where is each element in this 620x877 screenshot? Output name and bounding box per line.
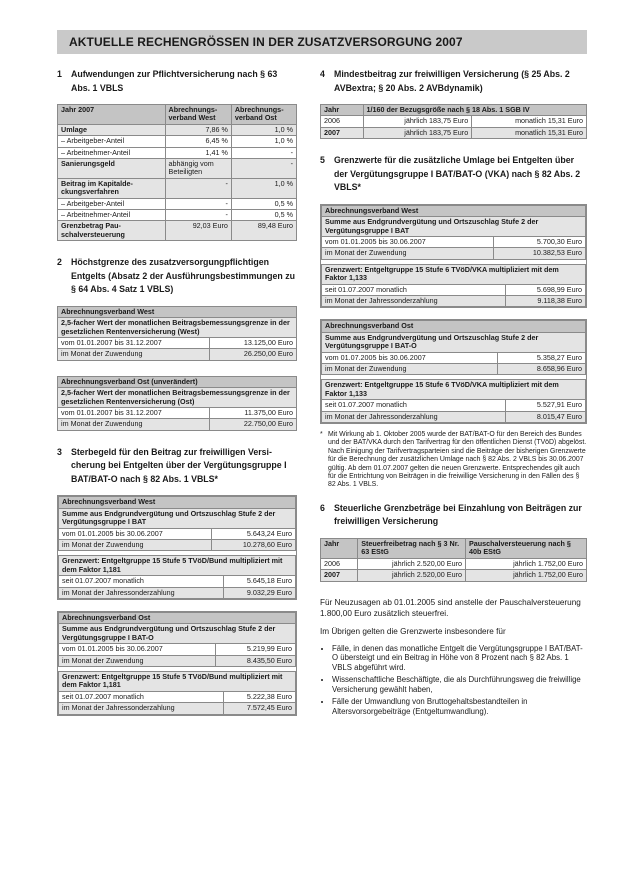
table-row: seit 01.07.2007 monatlich 5.645,18 Euro [59, 576, 296, 587]
paragraph-grenzwerte: Im Übrigen gelten die Grenzwerte insbesondere für [320, 626, 506, 636]
s5-ost-block: Abrechnungsverband Ost Summe aus Endgrundvergütung und Ortszuschlag Stufe 2 der Vergütungsgruppe I BAT-O vom 01.07.2005 bis 30.06.2007 5.358,27 Euro im Monat der Zuwendung 8.658,96 Euro Grenzwert: Entgeltgruppe 15 Stufe 6 TVöD/VKA multipliziert mit dem Faktor 1,133 seit 01.07.2007 monatlich 5.527,91 Euro im Monat der Jahressonderzahlung 8.015,47 Euro [320, 319, 587, 424]
paragraph-neuzusagen: Für Neuzusagen ab 01.01.2005 sind anstelle der Pauschalversteuerung 1.800,00 Euro zusätzlich steuerfrei. [320, 597, 581, 618]
list-item: • Fälle der Umwandlung von Bruttogehaltsbestandteilen in Altersvorsorgebeiträge (Entgeltumwandlung). [332, 697, 587, 716]
list-item: • Wissenschaftliche Beschäftigte, die als Durchführungsweg die freiwillige Versicherung gewählt haben, [332, 675, 587, 694]
left-column [57, 68, 297, 727]
table-row: Grenzbetrag Pauschalversteuerung 92,03 Euro 89,48 Euro [58, 221, 297, 241]
table-row: im Monat der Jahressonderzahlung 7.572,45 Euro [59, 703, 296, 714]
table-row: – Arbeitnehmer-Anteil - 0,5 % [58, 210, 297, 221]
section-5-heading: 5 Grenzwerte für die zusätzliche Umlage bei Entgelten über der Vergütungsgruppe I BAT/BAT-O (VKA) nach § 82 Abs. 2 VBLS* [320, 155, 581, 193]
table-row: vom 01.01.2005 bis 30.06.2007 5.219,99 Euro [59, 644, 296, 655]
section-1-heading: 1 Aufwendungen zur Pflichtversicherung nach § 63 Abs. 1 VBLS [57, 69, 278, 93]
table-row: seit 01.07.2007 monatlich 5.527,91 Euro [322, 400, 586, 411]
hoechstgrenze-ost-table: Abrechnungsverband Ost (unverändert) 2,5-facher Wert der monatlichen Beitragsbemessungsgrenze in der gesetzlichen Rentenversicherung (Ost) vom 01.01.2007 bis 31.12.2007 11.375,00 Euro im Monat der Zuwendung 22.750,00 Euro [57, 376, 297, 431]
section-6-heading: 6 Steuerliche Grenzbeträge bei Einzahlung von Beiträgen zur freiwilligen Versicherung [320, 502, 582, 527]
table-row: – Arbeitgeber-Anteil - 0,5 % [58, 198, 297, 209]
table-row: seit 01.07.2007 monatlich 5.698,99 Euro [322, 284, 586, 295]
section-2-heading: 2 Höchstgrenze des zusatzversorgungpflichtigen Entgelts (Absatz 2 der Ausführungsbestimmungen zu § 64 Abs. 4 Satz 1 VBLS) [57, 257, 296, 295]
list-item: • Fälle, in denen das monatliche Entgelt die Vergütungsgruppe I BAT/BAT-O übersteigt und ein Beitrag in Höhe von 8 Prozent nach § 82 Abs. 1 VBLS abgeführt wird. [332, 644, 587, 673]
table-row: – Arbeitgeber-Anteil 6,45 % 1,0 % [58, 136, 297, 147]
page-title: AKTUELLE RECHENGRÖSSEN IN DER ZUSATZVERSORGUNG 2007 [69, 35, 463, 49]
s3-ost-block: Abrechnungsverband Ost Summe aus Endgrundvergütung und Ortszuschlag Stufe 2 der Vergütungsgruppe I BAT-O vom 01.01.2005 bis 30.06.2007 5.219,99 Euro im Monat der Zuwendung 8.435,50 Euro Grenzwert: Entgeltgruppe 15 Stufe 5 TVöD/Bund multipliziert mit dem Faktor 1,181 seit 01.07.2007 monatlich 5.222,38 Euro im Monat der Jahressonderzahlung 7.572,45 Euro [57, 611, 297, 716]
table-row: Beitrag im Kapitaldeckungsverfahren - 1,0 % [58, 178, 297, 198]
table-row: – Arbeitnehmer-Anteil 1,41 % - [58, 147, 297, 158]
table-row: seit 01.07.2007 monatlich 5.222,38 Euro [59, 691, 296, 702]
s5-west-block: Abrechnungsverband West Summe aus Endgrundvergütung und Ortszuschlag Stufe 2 der Vergütungsgruppe I BAT vom 01.01.2005 bis 30.06.2007 5.700,30 Euro im Monat der Zuwendung 10.382,53 Euro Grenzwert: Entgeltgruppe 15 Stufe 6 TVöD/VKA multipliziert mit dem Faktor 1,133 seit 01.07.2007 monatlich 5.698,99 Euro im Monat der Jahressonderzahlung 9.118,38 Euro [320, 204, 587, 309]
table-row: im Monat der Zuwendung 10.382,53 Euro [322, 248, 586, 259]
table-row: im Monat der Zuwendung 8.435,50 Euro [59, 655, 296, 666]
table-row: vom 01.01.2007 bis 31.12.2007 13.125,00 Euro [58, 338, 297, 349]
grenzwerte-list [320, 644, 587, 717]
table-row: 2007 jährlich 2.520,00 Euro jährlich 1.752,00 Euro [321, 570, 587, 581]
s3-west-block: Abrechnungsverband West Summe aus Endgrundvergütung und Ortszuschlag Stufe 2 der Vergütungsgruppe I BAT vom 01.01.2005 bis 30.06.2007 5.643,24 Euro im Monat der Zuwendung 10.278,60 Euro Grenzwert: Entgeltgruppe 15 Stufe 5 TVöD/Bund multipliziert mit dem Faktor 1,181 seit 01.07.2007 monatlich 5.645,18 Euro im Monat der Jahressonderzahlung 9.032,29 Euro [57, 495, 297, 600]
page-title-banner [57, 30, 587, 54]
table-row: im Monat der Zuwendung 8.658,96 Euro [322, 364, 586, 375]
footnote: * Mit Wirkung ab 1. Oktober 2005 wurde der BAT/BAT-O für den Bereich des Bundes und der BAT/VKA durch den Tarifvertrag für den öffentlichen Dienst (TVöD) abgelöst. Nach Einigung der Tarifvertragsparteien sind die Beiträge der bisherigen Grenzwerte für die Berechnung der zusätzlichen Umlage nach § 82 Abs. 2 VBLS bis 30.06.2007 gültig. Ab dem 01.07.2007 gelten die neuen Grenzwerte. Entsprechendes gilt auch für die Entrichtung von Beiträgen in die freiwillige Versicherung in den Fällen des § 82 Abs. 1 VBLS. [320, 431, 587, 489]
table-row: im Monat der Zuwendung 10.278,60 Euro [59, 539, 296, 550]
table-row: Sanierungsgeld abhängig vom Beteiligten - [58, 159, 297, 179]
table-row: vom 01.01.2005 bis 30.06.2007 5.700,30 Euro [322, 236, 586, 247]
table-row: 2007 jährlich 183,75 Euro monatlich 15,31 Euro [321, 127, 587, 138]
table-row: 2006 jährlich 2.520,00 Euro jährlich 1.752,00 Euro [321, 558, 587, 569]
table-row: vom 01.01.2005 bis 30.06.2007 5.643,24 Euro [59, 528, 296, 539]
hoechstgrenze-west-table: Abrechnungsverband West 2,5-facher Wert der monatlichen Beitragsbemessungsgrenze in der gesetzlichen Rentenversicherung (West) vom 01.01.2007 bis 31.12.2007 13.125,00 Euro im Monat der Zuwendung 26.250,00 Euro [57, 306, 297, 361]
table-row: vom 01.01.2007 bis 31.12.2007 11.375,00 Euro [58, 408, 297, 419]
table-row: Umlage 7,86 % 1,0 % [58, 124, 297, 135]
steuer-table: Jahr Steuerfreibetrag nach § 3 Nr. 63 EStG Pauschalversteuerung nach § 40b EStG 2006 jährlich 2.520,00 Euro jährlich 1.752,00 Euro 2007 jährlich 2.520,00 Euro jährlich 1.752,00 Euro [320, 538, 587, 582]
section-3-heading: 3 Sterbegeld für den Beitrag zur freiwilligen Versicherung bei Entgelten über der Vergütungsgruppe I BAT/BAT-O nach § 82 Abs. 1 VBLS* [57, 446, 287, 484]
table-row: 2006 jährlich 183,75 Euro monatlich 15,31 Euro [321, 116, 587, 127]
table-row: im Monat der Jahressonderzahlung 9.118,38 Euro [322, 295, 586, 306]
pflichtversicherung-table: Jahr 2007 Abrechnungsverband West Abrechnungsverband Ost Umlage 7,86 % 1,0 % – Arbeitgeber-Anteil 6,45 % 1,0 % – Arbeitnehmer-Anteil 1,41 % - Sanierungsgeld abhängig vom Beteiligten - Beitrag im Kapitaldeckungsverfahren - 1,0 % – Arbeitgeber-Anteil - 0,5 % – Arbeitnehmer-Anteil - 0,5 % Grenzbetrag Pauschalversteuerung 92,03 Euro 89,48 Euro [57, 104, 297, 241]
table-row: im Monat der Zuwendung 26.250,00 Euro [58, 349, 297, 360]
table-row: im Monat der Jahressonderzahlung 9.032,29 Euro [59, 587, 296, 598]
section-4-heading: 4 Mindestbeitrag zur freiwilligen Versicherung (§ 25 Abs. 2 AVBextra; § 20 Abs. 2 AVBdynamik) [320, 69, 570, 93]
mindestbeitrag-table: Jahr 1/160 der Bezugsgröße nach § 18 Abs. 1 SGB IV 2006 jährlich 183,75 Euro monatlich 15,31 Euro 2007 jährlich 183,75 Euro monatlich 15,31 Euro [320, 104, 587, 139]
table-row: im Monat der Zuwendung 22.750,00 Euro [58, 419, 297, 430]
table-row: im Monat der Jahressonderzahlung 8.015,47 Euro [322, 411, 586, 422]
right-column [320, 68, 587, 720]
table-row: vom 01.07.2005 bis 30.06.2007 5.358,27 Euro [322, 352, 586, 363]
